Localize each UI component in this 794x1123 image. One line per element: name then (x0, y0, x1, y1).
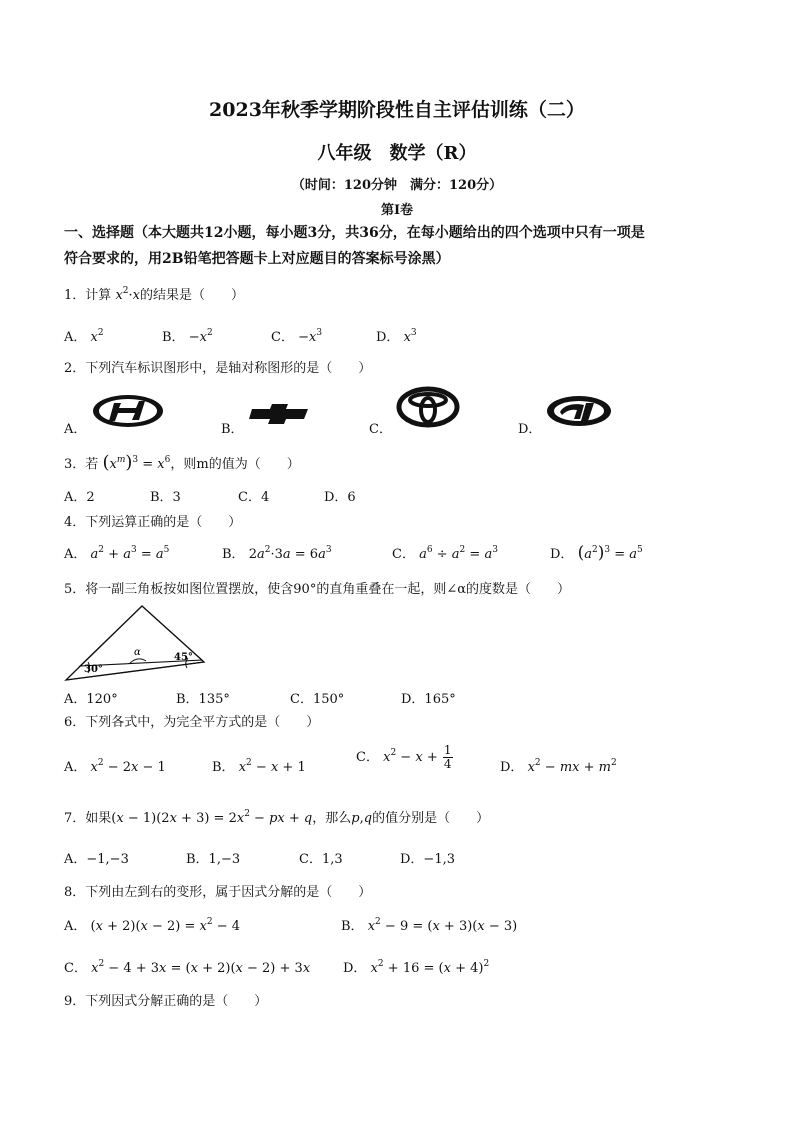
q4-option-b: B． $2a^2\cdot 3a = 6a^3$ (222, 545, 332, 562)
q7-option-b: B．1,−3 (186, 852, 241, 867)
volume-label: 第I卷 (380, 203, 414, 218)
hyundai-alt-logo-icon (546, 395, 612, 427)
q2-option-a-label: A． (64, 422, 87, 437)
question-7: 7．如果$(x - 1)(2x + 3) = 2x^2$ − px + q，那么p,q的值分别是（ ） (64, 809, 490, 826)
q1-expression: $x^2\cdot x$ (115, 286, 140, 303)
hyundai-logo-icon (92, 394, 164, 428)
q6-option-a: A． $x^2 - 2x - 1$ (64, 758, 166, 775)
q7-option-c: C．1,3 (299, 852, 343, 867)
q3-option-a: A．2 (64, 490, 95, 505)
section-instructions-line1: 一、选择题（本大题共12小题，每小题3分，共36分，在每小题给出的四个选项中只有一项是 (64, 225, 645, 241)
q2-option-c-label: C． (369, 422, 392, 437)
exam-subject: 八年级 数学（R） (317, 143, 477, 164)
toyota-logo-icon (396, 386, 460, 428)
figure-label-30: 30° (84, 664, 103, 675)
q2-option-d-label: D． (518, 422, 542, 437)
q5-option-a: A．120° (64, 692, 118, 707)
q3-option-b: B．3 (150, 490, 181, 505)
q8-option-d: D． $x^2 + 16 = (x + 4)^2$ (343, 959, 490, 976)
question-3: 3．若 $(x^m)^3 = x^6$，则m的值为（ ） (64, 452, 300, 473)
q8-option-a: A． $(x + 2)(x - 2) = x^2 - 4$ (64, 917, 241, 934)
exam-info: （时间：120分钟 满分：120分） (291, 178, 503, 193)
section-instructions-line2: 符合要求的，用2B铅笔把答题卡上对应题目的答案标号涂黑） (64, 251, 450, 267)
q5-option-c: C．150° (290, 692, 345, 707)
q7-expression: $(x - 1)(2x + 3) = 2x^2$ − px + q (111, 809, 313, 826)
q3-option-d: D．6 (324, 490, 356, 505)
q3-expression: $(x^m)^3 = x^6$ (102, 452, 171, 473)
q7-option-d: D．−1,3 (400, 852, 455, 867)
question-8: 8．下列由左到右的变形，属于因式分解的是（ ） (64, 885, 372, 900)
q3-option-c: C．4 (238, 490, 270, 505)
question-2: 2．下列汽车标识图形中，是轴对称图形的是（ ） (64, 361, 372, 376)
q5-option-d: D．165° (401, 692, 456, 707)
q6-option-d: D． $x^2$ − mx + $m^2$ (500, 758, 617, 775)
q2-option-b-label: B． (221, 422, 244, 437)
q6-option-c: C． $x^2 - x$ + $\frac{1}{4}$ (356, 743, 452, 771)
q7-option-a: A．−1,−3 (64, 852, 129, 867)
q1-option-b: B． $-x^2$ (162, 328, 213, 345)
q1-option-a: A． $x^2$ (64, 328, 104, 345)
q8-option-c: C． $x^2 - 4 + 3x = (x + 2)(x - 2) + 3x$ (64, 959, 311, 976)
figure-label-45: 45° (174, 652, 193, 663)
question-5: 5．将一副三角板按如图位置摆放，使含90°的直角重叠在一起，则∠α的度数是（ ） (64, 582, 570, 597)
q4-option-d: D． $(a^2)^3 = a^5$ (550, 543, 643, 563)
q6-option-b: B． $x^2 - x + 1$ (212, 758, 306, 775)
question-9: 9．下列因式分解正确的是（ ） (64, 994, 268, 1009)
triangle-figure (62, 604, 208, 684)
exam-title: 2023年秋季学期阶段性自主评估训练（二） (209, 99, 585, 121)
question-1: 1．计算 $x^2\cdot x$的结果是（ ） (64, 286, 245, 303)
q5-option-b: B．135° (176, 692, 230, 707)
q8-option-b: B． $x^2 - 9 = (x + 3)(x - 3)$ (341, 917, 518, 934)
q1-option-d: D． $x^3$ (376, 328, 417, 345)
chevrolet-logo-icon (248, 403, 312, 425)
figure-label-alpha: α (134, 647, 141, 658)
question-6: 6．下列各式中，为完全平方式的是（ ） (64, 715, 320, 730)
q4-option-a: A． $a^2 + a^3 = a^5$ (64, 545, 170, 562)
question-4: 4．下列运算正确的是（ ） (64, 515, 242, 530)
q4-option-c: C． $a^6 \div a^2 = a^3$ (392, 545, 498, 562)
q1-option-c: C． $-x^3$ (271, 328, 323, 345)
